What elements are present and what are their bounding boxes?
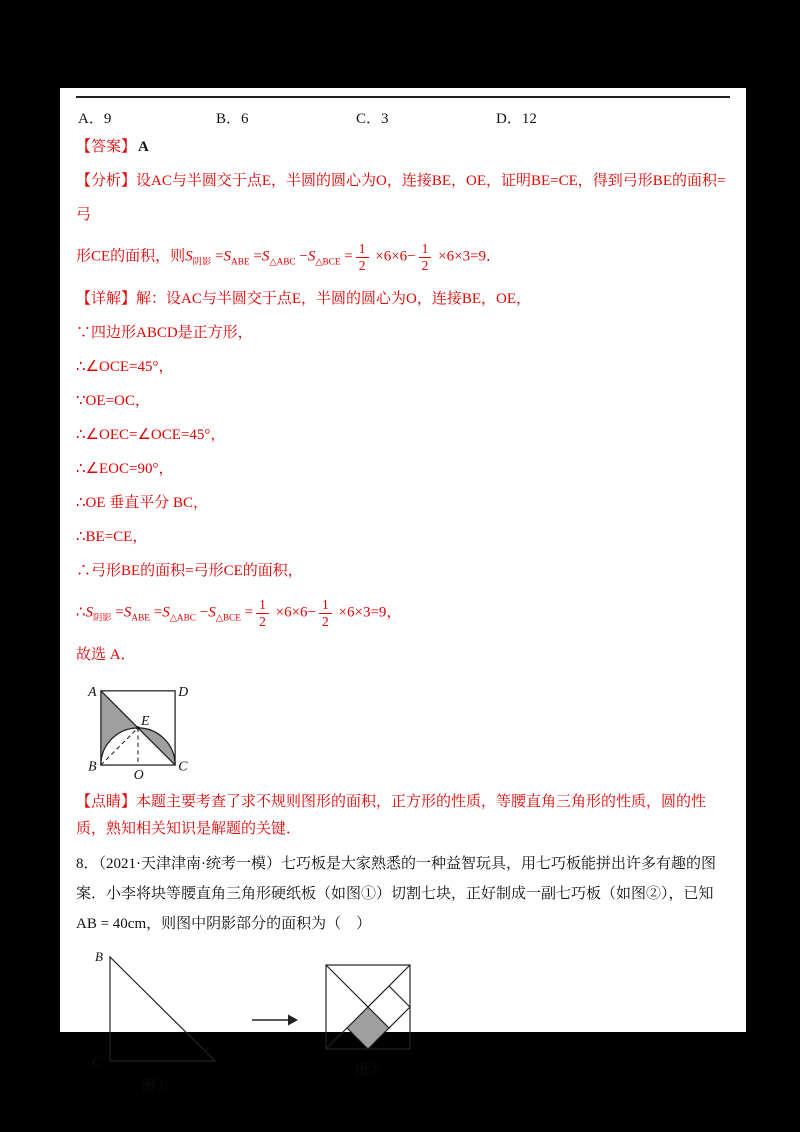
math-token: 1 [256, 597, 269, 614]
label-b: B [88, 758, 97, 774]
label-a: A [201, 1044, 209, 1060]
math-token: ∴ [76, 604, 86, 621]
math-token: − [407, 248, 416, 265]
answer-line [76, 130, 730, 164]
solution-step: ∴∠EOC=90°， [76, 461, 174, 478]
caption-figure-1: 图① [141, 1078, 168, 1094]
math-token: 阴影 [93, 613, 112, 624]
math-token: ABE [131, 613, 150, 624]
figure-square-semicircle [86, 676, 730, 787]
math-token: 2 [259, 613, 266, 629]
comment-label: 【点睛】 [76, 794, 137, 811]
math-token: △ABC [269, 257, 296, 268]
caption-figure-2: 图② [354, 1062, 381, 1078]
math-token: △BCE [215, 613, 241, 624]
analysis-label: 【分析】 [76, 173, 137, 189]
fraction-one-half [256, 597, 269, 629]
math-token: 2 [358, 257, 366, 273]
math-token: 阴影 [192, 257, 212, 268]
math-token: S [261, 248, 270, 265]
analysis-line [76, 164, 730, 232]
math-token: ×6×6 [275, 604, 308, 621]
solution-steps [76, 316, 730, 588]
answer-value: A [138, 139, 149, 155]
detail-formula [76, 588, 730, 638]
math-token: − [299, 248, 308, 265]
math-token: = [244, 604, 254, 621]
detail-label: 【详解】 [76, 291, 137, 308]
solution-step: ∴OE 垂直平分 BC， [76, 495, 209, 512]
label-o: O [133, 766, 144, 782]
math-token: ×6×3 [438, 248, 471, 265]
math-token: S [185, 248, 193, 265]
problem-8-text: 8．（2021·天津津南·统考一模）七巧板是大家熟悉的一种益智玩具，用七巧板能拼出许多有趣的图案．小李将块等腰直角三角形硬纸板（如图①）切割七块，正好制成一副七巧板（如图②），已知AB = 40cm，则图中阴影部分的面积为（ ） [76, 856, 716, 933]
option-d: D．12 [496, 111, 537, 127]
detail-intro: 解：设AC与半圆交于点E，半圆的圆心为O，连接BE，OE， [136, 291, 532, 308]
answer-label: 【答案】 [76, 139, 137, 155]
tangram-diagram [320, 961, 416, 1057]
figure-1-column [80, 945, 230, 1094]
solution-step: ∴弓形BE的面积=弓形CE的面积， [76, 563, 303, 580]
math-token: =9， [370, 604, 402, 621]
math-token: 2 [421, 257, 429, 273]
math-token: = [115, 604, 124, 621]
solution-step: ∵OE=OC， [76, 393, 150, 410]
analysis-formula [76, 232, 730, 282]
label-e: E [141, 712, 150, 728]
solution-step: ∴BE=CE， [76, 529, 148, 546]
math-token: S [162, 604, 170, 621]
math-token: − [307, 604, 317, 621]
math-token: S [208, 604, 216, 621]
option-b: B．6 [216, 111, 249, 127]
answer-options-row [76, 102, 730, 130]
math-token: ×6×6 [375, 248, 408, 265]
isosceles-right-triangle-diagram [80, 945, 230, 1073]
label-c: C [178, 758, 188, 774]
label-d: D [178, 684, 189, 700]
math-token: ×6×3 [338, 604, 371, 621]
math-token: = [153, 604, 163, 621]
conclusion-line: 故选 A． [76, 647, 136, 664]
point-e-dot [136, 726, 139, 729]
math-token: △BCE [315, 257, 341, 268]
label-a: A [88, 684, 97, 700]
right-arrow-icon [250, 1010, 300, 1030]
triangle-outline [110, 957, 215, 1061]
figure-tangram-row [80, 945, 730, 1094]
math-token: S [223, 248, 231, 265]
option-c: C．3 [356, 111, 389, 127]
comment-text: 本题主要考查了求不规则图形的面积，正方形的性质，等腰直角三角形的性质，圆的性质，熟知相关知识是解题的关键． [76, 794, 707, 838]
math-token: S [307, 248, 316, 265]
solution-step: ∴∠OCE=45°， [76, 359, 174, 376]
label-b: B [95, 949, 103, 965]
shaded-parallelogram-piece [347, 1007, 389, 1049]
math-token: = [344, 248, 353, 265]
math-token: =9． [470, 248, 502, 265]
detail-intro-line [76, 282, 730, 316]
math-token: 2 [322, 613, 329, 629]
comment-paragraph [76, 789, 730, 843]
math-token: △ABC [169, 613, 196, 624]
math-token: 1 [419, 241, 432, 258]
figure-2-column [320, 961, 416, 1078]
tangram-cut-square-edge [389, 986, 410, 1007]
math-token: − [199, 604, 209, 621]
option-a: A．9 [78, 111, 112, 127]
math-token: = [253, 248, 262, 265]
solution-step: ∴∠OEC=∠OCE=45°， [76, 427, 226, 444]
solution-step: ∵四边形ABCD是正方形， [76, 325, 253, 342]
math-token: ABE [231, 257, 250, 268]
math-token: S [85, 604, 94, 621]
document-page [60, 88, 746, 1094]
fraction-one-half [356, 241, 369, 273]
square-semicircle-diagram [86, 676, 208, 782]
math-token: 1 [356, 241, 369, 258]
math-token: 形CE的面积，则 [76, 248, 186, 265]
math-token: 1 [319, 597, 332, 614]
label-c: C [92, 1054, 101, 1070]
top-rule [76, 96, 730, 98]
math-token: S [123, 604, 132, 621]
fraction-one-half [319, 597, 332, 629]
fraction-one-half [419, 241, 432, 273]
math-token: = [215, 248, 224, 265]
analysis-text: 设AC与半圆交于点E，半圆的圆心为O，连接BE，OE，证明BE=CE，得到弓形BE的面积=弓 [76, 173, 726, 223]
